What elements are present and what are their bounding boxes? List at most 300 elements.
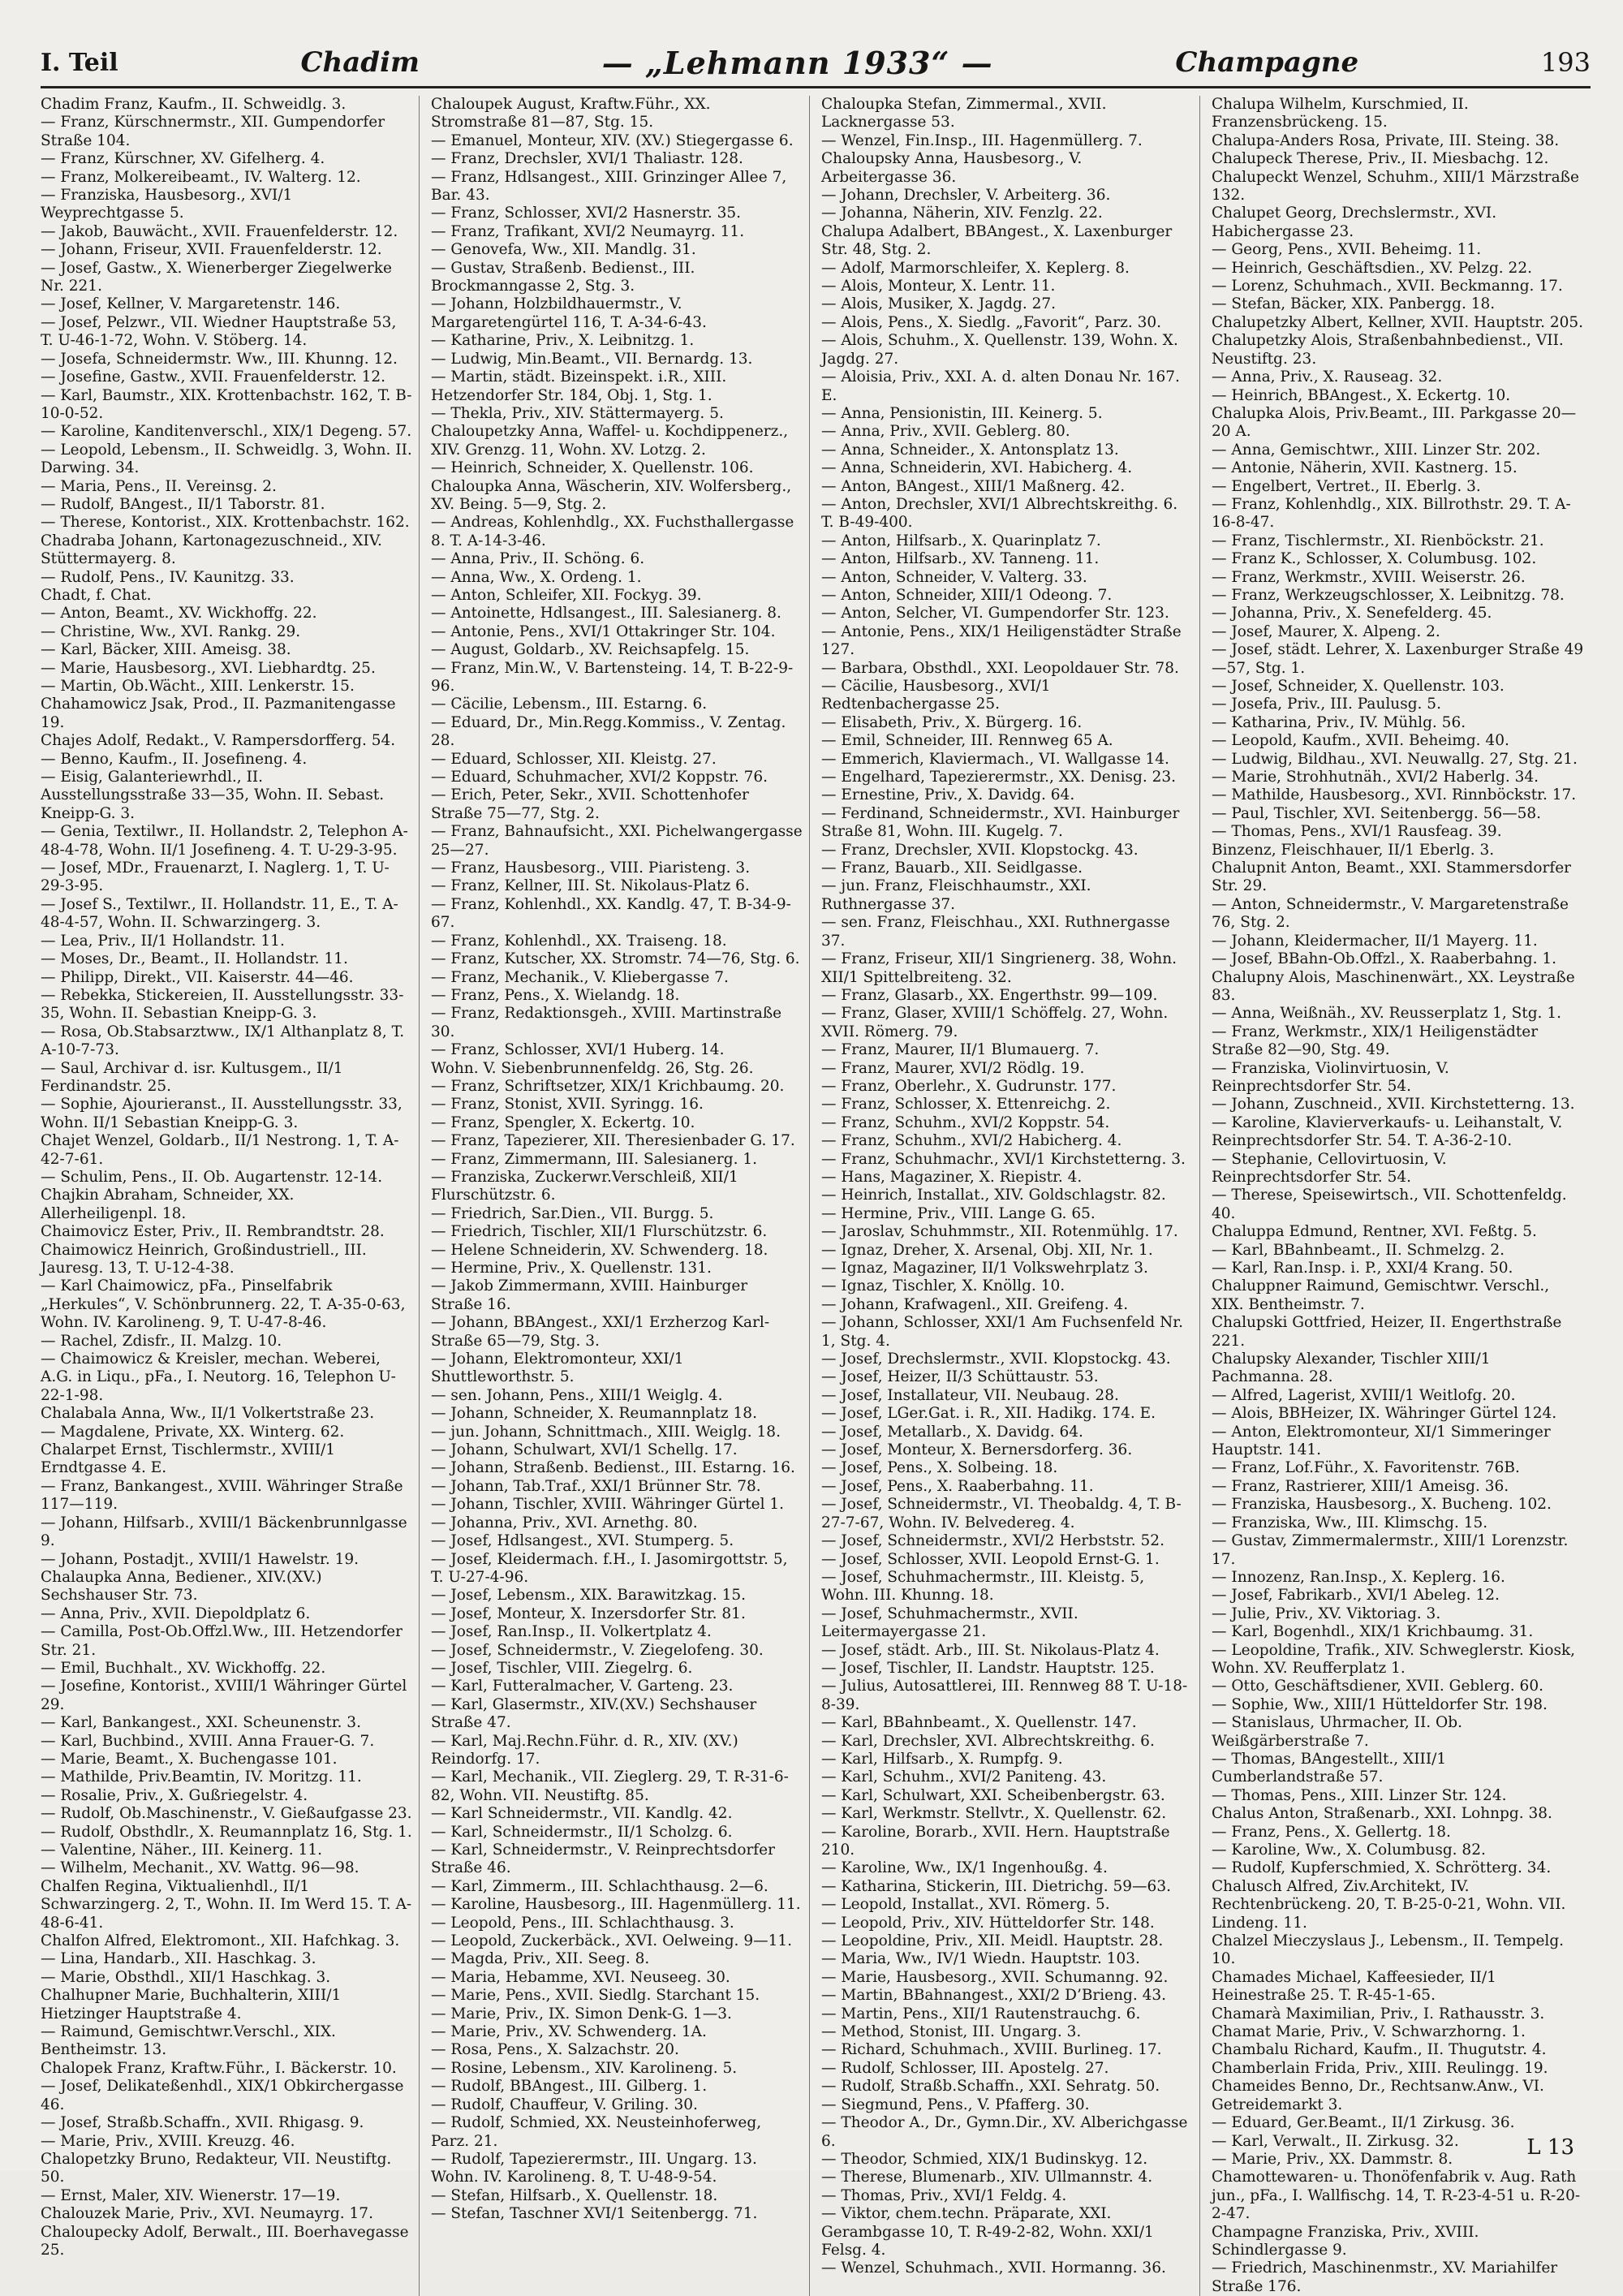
directory-entry: — Josef, Delikateßenhdl., XIX/1 Obkirchergasse 46. xyxy=(41,2078,404,2113)
directory-entry: — Chaimowicz & Kreisler, mechan. Weberei, A.G. in Liqu., pFa., I. Neutorg. 16, Telephon U-22-1-98. xyxy=(41,1350,396,1404)
directory-entry: — Franz, Glasarb., XX. Engerthstr. 99—109. xyxy=(821,986,1158,1004)
directory-entry: — Johann, Kleidermacher, II/1 Mayerg. 11. xyxy=(1212,932,1538,950)
directory-entry: — Josef, Schlosser, XVII. Leopold Ernst-G. 1. xyxy=(821,1550,1160,1568)
directory-entry: Chajes Adolf, Redakt., V. Rampersdorfferg. 54. xyxy=(41,732,396,750)
directory-entry: — Wenzel, Schuhmach., XVII. Hormanng. 36. xyxy=(821,2259,1166,2277)
directory-entry: — Valentine, Näher., III. Keinerg. 11. xyxy=(41,1842,322,1859)
directory-entry: — Johann, Schulwart, XVI/1 Schellg. 17. xyxy=(431,1441,738,1459)
directory-entry: — Maria, Ww., IV/1 Wiedn. Hauptstr. 103. xyxy=(821,1950,1140,1968)
directory-entry: — Franz, Kutscher, XX. Stromstr. 74—76, Stg. 6. xyxy=(431,950,800,968)
directory-entry: — Lina, Handarb., XII. Haschkag. 3. xyxy=(41,1950,316,1968)
directory-entry: — Rudolf, Schlosser, III. Apostelg. 27. xyxy=(821,2059,1109,2077)
directory-entry: — Franz, Kohlenhdl., XX. Kandlg. 47, T. B-34-9-67. xyxy=(431,895,791,932)
directory-entry: — Heinrich, BBAngest., X. Eckertg. 10. xyxy=(1212,386,1511,404)
column-1 xyxy=(41,96,420,2296)
directory-entry: Wohn. IV. Karolineng. 8, T. U-48-9-54. xyxy=(431,2169,717,2186)
directory-entry: — Therese, Speisewirtsch., VII. Schottenfeldg. 40. xyxy=(1212,1187,1567,1222)
directory-entry: — Friedrich, Sar.Dien., VII. Burgg. 5. xyxy=(431,1204,714,1222)
directory-entry: — Ernestine, Priv., X. Davidg. 64. xyxy=(821,786,1075,804)
directory-entry: Chamberlain Frida, Priv., XIII. Reulingg. 19. xyxy=(1212,2059,1548,2077)
directory-entry: — Josef, Installateur, VII. Neubaug. 28. xyxy=(821,1386,1119,1404)
directory-entry: — Franz, Molkereibeamt., IV. Walterg. 12. xyxy=(41,168,361,186)
directory-entry: — Alfred, Lagerist, XVIII/1 Weitlofg. 20. xyxy=(1212,1386,1516,1404)
directory-entry: Chalabala Anna, Ww., II/1 Volkertstraße 23. xyxy=(41,1405,375,1423)
directory-entry: — Anton, Hilfsarb., X. Quarinplatz 7. xyxy=(821,532,1101,549)
footer-mark: L 13 xyxy=(1526,2135,1574,2160)
directory-entry: — Franz, Werkmstr., XVIII. Weiserstr. 26. xyxy=(1212,568,1526,586)
directory-entry: Chadraba Johann, Kartonagezuschneid., XIV. Stüttermayerg. 8. xyxy=(41,532,382,568)
directory-entry: — Rosine, Lebensm., XIV. Karolineng. 5. xyxy=(431,2059,738,2077)
directory-entry: — Franz, Drechsler, XVII. Klopstockg. 43. xyxy=(821,841,1139,859)
directory-entry: — Philipp, Direkt., VII. Kaiserstr. 44—46. xyxy=(41,968,354,986)
directory-entry: — Anna, Schneiderin, XVI. Habicherg. 4. xyxy=(821,459,1133,477)
directory-entry: — Antoinette, Hdlsangest., III. Salesianerg. 8. xyxy=(431,605,781,622)
directory-entry: Chalupeck Therese, Priv., II. Miesbachg. 12. xyxy=(1212,150,1549,168)
page-header xyxy=(41,42,1591,83)
directory-entry: — Alois, Pens., X. Siedlg. „Favorit“, Parz. 30. xyxy=(821,313,1162,331)
directory-entry: — Franz, Glaser, XVIII/1 Schöffelg. 27, Wohn. XVII. Römerg. 79. xyxy=(821,1005,1169,1040)
directory-entry: — Johann, Hilfsarb., XVIII/1 Bäckenbrunnlgasse 9. xyxy=(41,1514,407,1550)
directory-entry: — Jakob, Bauwächt., XVII. Frauenfelderstr. 12. xyxy=(41,222,398,240)
directory-entry: — Franz, Maurer, XVI/2 Rödlg. 19. xyxy=(821,1059,1085,1077)
directory-entry: — Otto, Geschäftsdiener, XVII. Geblerg. 60. xyxy=(1212,1678,1543,1695)
directory-entry: Chadim Franz, Kaufm., II. Schweidlg. 3. xyxy=(41,96,347,113)
directory-entry: — Leopold, Zuckerbäck., XVI. Oelweing. 9—11. xyxy=(431,1932,793,1950)
directory-entry: — Alois, Schuhm., X. Quellenstr. 139, Wohn. X. Jagdg. 27. xyxy=(821,332,1178,368)
directory-entry: — Johann, BBAngest., XXI/1 Erzherzog Karl-Straße 65—79, Stg. 3. xyxy=(431,1314,770,1350)
directory-entry: — Therese, Kontorist., XIX. Krottenbachstr. 162. xyxy=(41,514,410,532)
directory-entry: — Benno, Kaufm., II. Josefineng. 4. xyxy=(41,750,308,768)
directory-entry: — Rudolf, Ob.Maschinenstr., V. Gießaufgasse 23. xyxy=(41,1805,412,1823)
directory-entry: — Eduard, Schuhmacher, XVI/2 Koppstr. 76. xyxy=(431,769,768,786)
directory-entry: — Franz, Bahnaufsicht., XXI. Pichelwangergasse 25—27. xyxy=(431,823,803,859)
directory-entry: Chaloupsky Anna, Hausbesorg., V. Arbeitergasse 36. xyxy=(821,150,1083,186)
directory-entry: — Rudolf, Chauffeur, V. Griling. 30. xyxy=(431,2096,698,2113)
directory-entry: Chameides Benno, Dr., Rechtsanw.Anw., VI. Getreidemarkt 3. xyxy=(1212,2078,1544,2113)
directory-entry: — Karl, Buchbind., XVIII. Anna Frauer-G. 7. xyxy=(41,1732,375,1750)
directory-entry: — Siegmund, Pens., V. Pfafferg. 30. xyxy=(821,2096,1090,2113)
directory-entry: — Leopold, Kaufm., XVII. Beheimg. 40. xyxy=(1212,732,1509,750)
directory-entry: — Rudolf, BAngest., II/1 Taborstr. 81. xyxy=(41,495,325,513)
directory-entry: — Marie, Priv., XVIII. Kreuzg. 46. xyxy=(41,2132,295,2150)
directory-entry: — Sophie, Ww., XIII/1 Hütteldorfer Str. 198. xyxy=(1212,1695,1548,1713)
directory-entry: — Emil, Buchhalt., XV. Wickhoffg. 22. xyxy=(41,1659,326,1677)
directory-entry: — Ludwig, Min.Beamt., VII. Bernardg. 13. xyxy=(431,350,753,368)
directory-entry: — Franziska, Zuckerwr.Verschleiß, XII/1 Flurschützstr. 6. xyxy=(431,1168,738,1204)
directory-entry: — Ignaz, Dreher, X. Arsenal, Obj. XII, Nr. 1. xyxy=(821,1241,1153,1259)
directory-entry: Chalupeckt Wenzel, Schuhm., XIII/1 Märzstraße 132. xyxy=(1212,168,1579,205)
directory-entry: Chamat Marie, Priv., V. Schwarzhorng. 1. xyxy=(1212,2023,1526,2041)
directory-entry: — Ludwig, Bildhau., XVI. Neuwallg. 27, Stg. 21. xyxy=(1212,750,1578,768)
directory-entry: — Josef, Monteur, X. Bernersdorferg. 36. xyxy=(821,1441,1133,1459)
directory-entry: — Alois, Musiker, X. Jagdg. 27. xyxy=(821,295,1057,313)
directory-entry: — Stefan, Hilfsarb., X. Quellenstr. 18. xyxy=(431,2186,718,2204)
directory-entry: — Theodor A., Dr., Gymn.Dir., XV. Alberichgasse 6. xyxy=(821,2114,1188,2150)
directory-entry: Chalupa Adalbert, BBAngest., X. Laxenburger Str. 48, Stg. 2. xyxy=(821,222,1173,259)
directory-entry: — Mathilde, Priv.Beamtin, IV. Moritzg. 11. xyxy=(41,1768,362,1786)
directory-entry: — Franz, Kellner, III. St. Nikolaus-Platz 6. xyxy=(431,877,750,895)
directory-entry: Chalarpet Ernst, Tischlermstr., XVIII/1 Erndtgasse 4. E. xyxy=(41,1441,336,1477)
directory-entry: — Johann, Drechsler, V. Arbeiterg. 36. xyxy=(821,187,1111,205)
directory-entry: — Johann, Tab.Traf., XXI/1 Brünner Str. 78. xyxy=(431,1477,761,1495)
directory-entry: — Engelbert, Vertret., II. Eberlg. 3. xyxy=(1212,477,1481,495)
directory-entry: — Franz, Bauarb., XII. Seidlgasse. xyxy=(821,859,1083,877)
directory-entry: — Lorenz, Schuhmach., XVII. Beckmanng. 17. xyxy=(1212,278,1563,295)
directory-entry: Chalupetzky Alois, Straßenbahnbedienst., VII. Neustiftg. 23. xyxy=(1212,332,1564,368)
directory-entry: — Elisabeth, Priv., X. Bürgerg. 16. xyxy=(821,713,1083,731)
directory-entry: — Johanna, Priv., X. Senefelderg. 45. xyxy=(1212,605,1492,622)
directory-entry: Chalopek Franz, Kraftw.Führ., I. Bäckerstr. 10. xyxy=(41,2059,397,2077)
directory-entry: Chamarà Maximilian, Priv., I. Rathausstr. 3. xyxy=(1212,2005,1545,2022)
directory-entry: — Leopold, Installat., XVI. Römerg. 5. xyxy=(821,1896,1110,1914)
directory-entry: — Rudolf, Kupferschmied, X. Schrötterg. 34. xyxy=(1212,1859,1552,1877)
directory-entry: — Franz, Friseur, XII/1 Singrienerg. 38, Wohn. XII/1 Spittelbreiteng. 32. xyxy=(821,950,1177,986)
directory-entry: — Jakob Zimmermann, XVIII. Hainburger Straße 16. xyxy=(431,1277,748,1313)
directory-entry: — Theodor, Schmied, XIX/1 Budinskyg. 12. xyxy=(821,2150,1148,2168)
directory-entry: — Leopold, Pens., III. Schlachthausg. 3. xyxy=(431,1914,734,1932)
page-number: 193 xyxy=(1540,47,1591,78)
directory-entry: — Alois, Monteur, X. Lentr. 11. xyxy=(821,278,1056,295)
directory-entry: — Karl, Bogenhdl., XIX/1 Krichbaumg. 31. xyxy=(1212,1623,1534,1641)
directory-entry: Chaloupka Stefan, Zimmermal., XVII. Lacknergasse 53. xyxy=(821,96,1107,131)
directory-entry: Chaluppa Edmund, Rentner, XVI. Feßtg. 5. xyxy=(1212,1223,1537,1241)
directory-entry: — Camilla, Post-Ob.Offzl.Ww., III. Hetzendorfer Str. 21. xyxy=(41,1623,403,1659)
directory-entry: — Franz, Hdlsangest., XIII. Grinzinger Allee 7, Bar. 43. xyxy=(431,168,787,205)
directory-entry: — Karl, Schneidermstr., II/1 Scholzg. 6. xyxy=(431,1823,733,1841)
directory-entry: — Anton, Schneidermstr., V. Margaretenstraße 76, Stg. 2. xyxy=(1212,895,1569,932)
directory-entry: — Anton, Selcher, VI. Gumpendorfer Str. 123. xyxy=(821,605,1169,622)
directory-entry: Chalus Anton, Straßenarb., XXI. Lohnpg. 38. xyxy=(1212,1805,1552,1823)
directory-entry: — Franz, Kohlenhdl., XX. Traiseng. 18. xyxy=(431,932,727,950)
directory-entry: — Josef, Heizer, II/3 Schüttaustr. 53. xyxy=(821,1368,1099,1386)
directory-entry: — Karl, Zimmerm., III. Schlachthausg. 2—6. xyxy=(431,1877,768,1895)
directory-entry: — Rudolf, Obsthdlr., X. Reumannplatz 16, Stg. 1. xyxy=(41,1823,412,1841)
directory-entry: Binzenz, Fleischhauer, II/1 Eberlg. 3. xyxy=(1212,841,1495,859)
directory-entry: Chalupski Gottfried, Heizer, II. Engerthstraße 221. xyxy=(1212,1314,1562,1350)
directory-entry: Chalupsky Alexander, Tischler XIII/1 Pachmanna. 28. xyxy=(1212,1350,1491,1386)
directory-entry: — Antonie, Pens., XVI/1 Ottakringer Str. 104. xyxy=(431,622,776,640)
directory-entry: — Karl, Maj.Rechn.Führ. d. R., XIV. (XV.) Reindorfg. 17. xyxy=(431,1732,738,1768)
directory-entry: — Franz, Tapezierer, XII. Theresienbader G. 17. xyxy=(431,1132,795,1150)
directory-entry: — Emanuel, Monteur, XIV. (XV.) Stiegergasse 6. xyxy=(431,131,794,149)
directory-entry: Chajet Wenzel, Goldarb., II/1 Nestrong. 1, T. A-42-7-61. xyxy=(41,1132,399,1168)
directory-entry: — Karl, Schuhm., XVI/2 Paniteng. 43. xyxy=(821,1768,1107,1786)
directory-entry: — Karl, BBahnbeamt., X. Quellenstr. 147. xyxy=(821,1714,1137,1732)
directory-entry: — Johann, Postadjt., XVIII/1 Hawelstr. 19. xyxy=(41,1550,359,1568)
directory-entry: Champagne Franziska, Priv., XVIII. Schindlergasse 9. xyxy=(1212,2223,1479,2259)
directory-entry: — Marie, Obsthdl., XII/1 Haschkag. 3. xyxy=(41,1968,331,1986)
directory-entry: Chaimovicz Ester, Priv., II. Rembrandtstr. 28. xyxy=(41,1223,385,1241)
section-label: I. Teil xyxy=(41,48,118,77)
directory-entry: — Karoline, Ww., IX/1 Ingenhoußg. 4. xyxy=(821,1859,1108,1877)
directory-entry: — Rudolf, Pens., IV. Kaunitzg. 33. xyxy=(41,568,295,586)
directory-entry: — Johann, Tischler, XVIII. Währinger Gürtel 1. xyxy=(431,1496,785,1514)
directory-entry: — Saul, Archivar d. isr. Kultusgem., II/1 Ferdinandstr. 25. xyxy=(41,1059,343,1095)
directory-entry: — Stefan, Taschner XVI/1 Seitenbergg. 71. xyxy=(431,2205,758,2223)
directory-entry: — Franz, Schuhm., XVI/2 Koppstr. 54. xyxy=(821,1114,1110,1131)
column-3 xyxy=(821,96,1200,2296)
directory-entry: — Heinrich, Geschäftsdien., XV. Pelzg. 22. xyxy=(1212,259,1532,277)
directory-entry: — Marie, Priv., IX. Simon Denk-G. 1—3. xyxy=(431,2005,732,2022)
directory-entry: — Friedrich, Maschinenmstr., XV. Mariahilfer Straße 176. xyxy=(1212,2259,1558,2295)
directory-entry: Chalfon Alfred, Elektromont., XII. Hafchkag. 3. xyxy=(41,1932,400,1950)
directory-entry: — Sophie, Ajourieranst., II. Ausstellungsstr. 33, Wohn. II/1 Sebastian Kneipp-G. 3. xyxy=(41,1096,403,1131)
directory-entry: Chaluppner Raimund, Gemischtwr. Verschl., XIX. Bentheimstr. 7. xyxy=(1212,1277,1550,1313)
directory-entry: — Marie, Hausbesorg., XVI. Liebhardtg. 25. xyxy=(41,659,376,677)
directory-entry: — Franz, Rastrierer, XIII/1 Ameisg. 36. xyxy=(1212,1477,1509,1495)
directory-entry: — Karoline, Kanditenverschl., XIX/1 Degeng. 57. xyxy=(41,423,412,441)
directory-entry: — Engelhard, Tapezierermstr., XX. Denisg. 23. xyxy=(821,769,1177,786)
directory-entry: — Martin, städt. Bizeinspekt. i.R., XIII. Hetzendorfer Str. 184, Obj. 1, Stg. 1. xyxy=(431,368,727,404)
directory-entry: Chalupnit Anton, Beamt., XXI. Stammersdorfer Str. 29. xyxy=(1212,859,1572,895)
directory-entry: — Josef, Tischler, II. Landstr. Hauptstr. 125. xyxy=(821,1659,1155,1677)
directory-entry: — Anna, Priv., XVII. Geblerg. 80. xyxy=(821,423,1070,441)
directory-entry: — Josef, Tischler, VIII. Ziegelrg. 6. xyxy=(431,1659,693,1677)
directory-entry: — Josef, städt. Lehrer, X. Laxenburger Straße 49—57, Stg. 1. xyxy=(1212,641,1584,677)
directory-entry: — Anna, Priv., II. Schöng. 6. xyxy=(431,550,645,568)
directory-entry: — Barbara, Obsthdl., XXI. Leopoldauer Str. 78. xyxy=(821,659,1179,677)
directory-entry: — Franz, Tischlermstr., XI. Rienböckstr. 21. xyxy=(1212,532,1544,549)
directory-entry: — Josef, MDr., Frauenarzt, I. Naglerg. 1, T. U-29-3-95. xyxy=(41,859,390,895)
directory-entry: — Franz, Stonist, XVII. Syringg. 16. xyxy=(431,1096,704,1114)
header-rule xyxy=(41,86,1591,88)
directory-entry: — Franz, Maurer, II/1 Blumauerg. 7. xyxy=(821,1041,1100,1059)
directory-entry: — Josef, Schneidermstr., V. Ziegelofeng. 30. xyxy=(431,1641,764,1659)
directory-entry: — Antonie, Pens., XIX/1 Heiligenstädter Straße 127. xyxy=(821,622,1182,659)
directory-entry: — Christine, Ww., XVI. Rankg. 29. xyxy=(41,622,301,640)
directory-entry: — Marie, Priv., XX. Dammstr. 8. xyxy=(1212,2150,1453,2168)
directory-entry: — Anton, Schleifer, XII. Fockyg. 39. xyxy=(431,586,702,604)
directory-entry: — Karl, Schneidermstr., V. Reinprechtsdorfer Straße 46. xyxy=(431,1842,775,1877)
directory-entry: — Karl, Glasermstr., XIV.(XV.) Sechshauser Straße 47. xyxy=(431,1695,757,1732)
directory-entry: — Anna, Weißnäh., XV. Reusserplatz 1, Stg. 1. xyxy=(1212,1005,1561,1023)
directory-entry: — Gustav, Zimmermalermstr., XIII/1 Lorenzstr. 17. xyxy=(1212,1532,1569,1568)
directory-entry: — Leopoldine, Trafik., XIV. Schweglerstr. Kiosk, Wohn. XV. Reufferplatz 1. xyxy=(1212,1641,1576,1677)
directory-entry: — Josefine, Gastw., XVII. Frauenfelderstr. 12. xyxy=(41,368,386,386)
directory-entry: — Karl, Futteralmacher, V. Garteng. 23. xyxy=(431,1678,734,1695)
directory-entry: — Josef, Schneidermstr., XVI/2 Herbststr. 52. xyxy=(821,1532,1165,1550)
directory-entry: — sen. Franz, Fleischhau., XXI. Ruthnergasse 37. xyxy=(821,914,1170,950)
directory-entry: Chalfen Regina, Viktualienhdl., II/1 Schwarzingerg. 2, T., Wohn. II. Im Werd 15. T. A-48-6-41. xyxy=(41,1877,412,1932)
directory-entry: Chalzel Mieczyslaus J., Lebensm., II. Tempelg. 10. xyxy=(1212,1932,1565,1968)
directory-entry: — Thomas, BAngestellt., XIII/1 Cumberlandstraße 57. xyxy=(1212,1750,1447,1786)
directory-entry: — Ernst, Maler, XIV. Wienerstr. 17—19. xyxy=(41,2186,341,2204)
directory-entry: — Josef, Straßb.Schaffn., XVII. Rhigasg. 9. xyxy=(41,2114,364,2132)
directory-entry: — Franz, Oberlehr., X. Gudrunstr. 177. xyxy=(821,1077,1117,1095)
column-2 xyxy=(431,96,810,2296)
page-title: — „Lehmann 1933“ — xyxy=(601,44,993,81)
directory-entry: Chalupa Wilhelm, Kurschmied, II. Franzensbrückeng. 15. xyxy=(1212,96,1469,131)
directory-entry: Chalopetzky Bruno, Redakteur, VII. Neustiftg. 50. xyxy=(41,2150,392,2186)
directory-entry: — Franz, Min.W., V. Bartensteing. 14, T. B-22-9-96. xyxy=(431,659,794,695)
directory-entry: Chaloupetzky Anna, Waffel- u. Kochdippenerz., XIV. Grenzg. 11, Wohn. XV. Lotzg. 2. xyxy=(431,423,789,459)
directory-entry: — Franz, Lof.Führ., X. Favoritenstr. 76B. xyxy=(1212,1459,1520,1477)
directory-entry: — Wenzel, Fin.Insp., III. Hagenmüllerg. 7. xyxy=(821,131,1143,149)
directory-entry: — Marie, Priv., XV. Schwenderg. 1A. xyxy=(431,2023,707,2041)
directory-entry: — Martin, Pens., XII/1 Rautenstrauchg. 6. xyxy=(821,2005,1141,2022)
directory-entry: — Rudolf, Tapezierermstr., III. Ungarg. 13. xyxy=(431,2150,757,2168)
directory-entry: — Johanna, Näherin, XIV. Fenzlg. 22. xyxy=(821,205,1103,222)
directory-entry: — Rudolf, Straßb.Schaffn., XXI. Sehratg. 50. xyxy=(821,2078,1160,2096)
directory-entry: — Franz, Drechsler, XVI/1 Thaliastr. 128. xyxy=(431,150,743,168)
directory-entry: — Josef, Gastw., X. Wienerberger Ziegelwerke Nr. 221. xyxy=(41,259,392,295)
directory-entry: Chaloupka Anna, Wäscherin, XIV. Wolfersberg., XV. Being. 5—9, Stg. 2. xyxy=(431,477,792,513)
directory-entry: — Alois, BBHeizer, IX. Währinger Gürtel 124. xyxy=(1212,1405,1557,1423)
directory-entry: — Franz, Schlosser, X. Ettenreichg. 2. xyxy=(821,1096,1111,1114)
directory-entry: — Mathilde, Hausbesorg., XVI. Rinnböckstr. 17. xyxy=(1212,786,1577,804)
directory-entry: — Marie, Pens., XVII. Siedlg. Starchant 15. xyxy=(431,1987,760,2005)
directory-entry: — Franziska, Violinvirtuosin, V. Reinprechtsdorfer Str. 54. xyxy=(1212,1059,1449,1095)
directory-entry: — Leopold, Lebensm., II. Schweidlg. 3, Wohn. II. Darwing. 34. xyxy=(41,441,412,477)
directory-entry: — Karoline, Ww., X. Columbusg. 82. xyxy=(1212,1842,1486,1859)
directory-entry: Chaloupecky Adolf, Berwalt., III. Boerhavegasse 25. xyxy=(41,2223,409,2259)
directory-entry: Chaimowicz Heinrich, Großindustriell., III. Jauresg. 13, T. U-12-4-38. xyxy=(41,1241,367,1277)
directory-entry: — Thomas, Pens., XVI/1 Rausfeag. 39. xyxy=(1212,823,1502,841)
directory-entry: — Stefan, Bäcker, XIX. Panbergg. 18. xyxy=(1212,295,1496,313)
directory-entry: — Josef, Pens., X. Solbeing. 18. xyxy=(821,1459,1058,1477)
directory-entry: — Heinrich, Schneider, X. Quellenstr. 106. xyxy=(431,459,754,477)
directory-entry: — Johann, Friseur, XVII. Frauenfelderstr. 12. xyxy=(41,241,382,259)
directory-entry: — Marie, Beamt., X. Buchengasse 101. xyxy=(41,1750,338,1768)
directory-entry: — Antonie, Näherin, XVII. Kastnerg. 15. xyxy=(1212,459,1518,477)
directory-entry: — Method, Stonist, III. Ungarg. 3. xyxy=(821,2023,1082,2041)
directory-entry: — Anna, Pensionistin, III. Keinerg. 5. xyxy=(821,404,1103,422)
directory-entry: — Johann, Elektromonteur, XXI/1 Shuttleworthstr. 5. xyxy=(431,1350,684,1386)
directory-entry: Chamottewaren- u. Thonöfenfabrik v. Aug. Rath jun., pFa., I. Wallfischg. 14, T. R-23-4-51 u. R-20-2-47. xyxy=(1212,2169,1581,2223)
directory-entry: — Therese, Blumenarb., XIV. Ullmannstr. 4. xyxy=(821,2169,1153,2186)
directory-entry: — Rosalie, Priv., X. Gußriegelstr. 4. xyxy=(41,1786,308,1804)
directory-entry: — Karl, BBahnbeamt., II. Schmelzg. 2. xyxy=(1212,1241,1505,1259)
directory-entry: — Josef, Schneider, X. Quellenstr. 103. xyxy=(1212,678,1505,695)
directory-entry: — Josef, Lebensm., XIX. Barawitzkag. 15. xyxy=(431,1587,747,1605)
directory-entry: — Josef, Pens., X. Raaberbahng. 11. xyxy=(821,1477,1094,1495)
directory-entry: — Josef, Fabrikarb., XVI/1 Abeleg. 12. xyxy=(1212,1587,1500,1605)
directory-entry: — Josef, Kleidermach. f.H., I. Jasomirgottstr. 5, T. U-27-4-96. xyxy=(431,1550,788,1586)
directory-entry: — Karl, Mechanik., VII. Zieglerg. 29, T. R-31-6-82, Wohn. VII. Neustiftg. 85. xyxy=(431,1768,789,1804)
directory-entry: — Schulim, Pens., II. Ob. Augartenstr. 12-14. xyxy=(41,1168,383,1186)
directory-entry: — Georg, Pens., XVII. Beheimg. 11. xyxy=(1212,241,1482,259)
directory-entry: — Franz, Zimmermann, III. Salesianerg. 1. xyxy=(431,1150,757,1168)
directory-entry: — Josef, Hdlsangest., XVI. Stumperg. 5. xyxy=(431,1532,734,1550)
directory-entry: — Karl Schneidermstr., VII. Kandlg. 42. xyxy=(431,1805,733,1823)
directory-entry: — Josef, BBahn-Ob.Offzl., X. Raaberbahng. 1. xyxy=(1212,950,1557,968)
directory-entry: — Franz, Kürschnermstr., XII. Gumpendorfer Straße 104. xyxy=(41,114,385,149)
directory-entry: — Friedrich, Tischler, XII/1 Flurschützstr. 6. xyxy=(431,1223,768,1241)
directory-entry: — Cäcilie, Hausbesorg., XVI/1 Redtenbachergasse 25. xyxy=(821,678,1051,713)
directory-entry: — Johann, Straßenb. Bedienst., III. Estarng. 16. xyxy=(431,1459,795,1477)
directory-entry: — Emil, Schneider, III. Rennweg 65 A. xyxy=(821,732,1113,750)
directory-entry: — Moses, Dr., Beamt., II. Hollandstr. 11. xyxy=(41,950,348,968)
column-4 xyxy=(1212,96,1591,2296)
directory-entry: — Karoline, Borarb., XVII. Hern. Hauptstraße 210. xyxy=(821,1823,1170,1859)
directory-entry: — Johann, Holzbildhauermstr., V. Margaretengürtel 116, T. A-34-6-43. xyxy=(431,295,707,331)
directory-entry: — Anna, Ww., X. Ordeng. 1. xyxy=(431,568,642,586)
directory-entry: — Josef, städt. Arb., III. St. Nikolaus-Platz 4. xyxy=(821,1641,1160,1659)
directory-entry: — Paul, Tischler, XVI. Seitenbergg. 56—58. xyxy=(1212,804,1542,822)
directory-entry: — Karoline, Klavierverkaufs- u. Leihanstalt, V. Reinprechtsdorfer Str. 54. T. A-36-2-10. xyxy=(1212,1114,1563,1150)
directory-entry: — Johann, Schlosser, XXI/1 Am Fuchsenfeld Nr. 1, Stg. 4. xyxy=(821,1314,1183,1350)
directory-entry: Chadt, f. Chat. xyxy=(41,586,152,604)
directory-entry: — Franz, Hausbesorg., VIII. Piaristeng. 3. xyxy=(431,859,751,877)
directory-entry: — Franz, Schlosser, XVI/2 Hasnerstr. 35. xyxy=(431,205,742,222)
directory-entry: — Ignaz, Tischler, X. Knöllg. 10. xyxy=(821,1277,1065,1295)
directory-entry: — Stephanie, Cellovirtuosin, V. Reinprechtsdorfer Str. 54. xyxy=(1212,1150,1447,1186)
directory-entry: — Josef, Schuhmachermstr., XVII. Leitermayergasse 21. xyxy=(821,1605,1078,1641)
directory-entry: — jun. Johann, Schnittmach., XIII. Weiglg. 18. xyxy=(431,1423,781,1441)
directory-entry: — Richard, Schuhmach., XVIII. Burlineg. 17. xyxy=(821,2041,1162,2059)
directory-entry: — Franz, Mechanik., V. Kliebergasse 7. xyxy=(431,968,729,986)
directory-entry: Chalupa-Anders Rosa, Private, III. Steing. 38. xyxy=(1212,131,1560,149)
directory-entry: — Franz, Spengler, X. Eckertg. 10. xyxy=(431,1114,695,1131)
directory-entry: — Karl, Werkmstr. Stellvtr., X. Quellenstr. 62. xyxy=(821,1805,1167,1823)
directory-entry: — Gustav, Straßenb. Bedienst., III. Brockmanngasse 2, Stg. 3. xyxy=(431,259,695,295)
directory-entry: — Raimund, Gemischtwr.Verschl., XIX. Bentheimstr. 13. xyxy=(41,2023,336,2059)
directory-entry: — Anna, Priv., X. Rauseag. 32. xyxy=(1212,368,1443,386)
directory-entry: Chalupetzky Albert, Kellner, XVII. Hauptstr. 205. xyxy=(1212,313,1584,331)
directory-entry: — Franziska, Ww., III. Klimschg. 15. xyxy=(1212,1514,1488,1531)
directory-entry: — Karl Chaimowicz, pFa., Pinselfabrik „Herkules“, V. Schönbrunnerg. 22, T. A-35-0-63, Wohn. IV. Karolineng. 9, T. U-47-8-46. xyxy=(41,1277,406,1332)
directory-entry: — Heinrich, Installat., XIV. Goldschlagstr. 82. xyxy=(821,1187,1166,1204)
directory-entry: Chalhupner Marie, Buchhalterin, XIII/1 Hietzinger Hauptstraße 4. xyxy=(41,1987,342,2022)
directory-entry: — Josefa, Schneidermstr. Ww., III. Khunng. 12. xyxy=(41,350,398,368)
directory-entry: — Josef, Kellner, V. Margaretenstr. 146. xyxy=(41,295,341,313)
directory-entry: — Rudolf, Schmied, XX. Neusteinhoferweg, Parz. 21. xyxy=(431,2114,762,2150)
directory-entry: — Eisig, Galanteriewrhdl., II. Ausstellungsstraße 33—35, Wohn. II. Sebast. Kneipp-G. 3. xyxy=(41,769,385,822)
directory-entry: — Johanna, Priv., XVI. Arnethg. 80. xyxy=(431,1514,698,1531)
directory-entry: — Anton, Elektromonteur, XI/1 Simmeringer Hauptstr. 141. xyxy=(1212,1423,1551,1459)
directory-entry: — Eduard, Schlosser, XII. Kleistg. 27. xyxy=(431,750,717,768)
directory-entry: — Katharine, Priv., X. Leibnitzg. 1. xyxy=(431,332,695,350)
directory-entry: — Franz, Pens., X. Wielandg. 18. xyxy=(431,986,680,1004)
directory-entry: — Josef, Schuhmachermstr., III. Kleistg. 5, Wohn. III. Khunng. 18. xyxy=(821,1568,1145,1605)
right-keyword: Champagne xyxy=(1175,46,1359,79)
directory-entry: — Eduard, Ger.Beamt., II/1 Zirkusg. 36. xyxy=(1212,2114,1515,2132)
directory-entry: — Josef S., Textilwr., II. Hollandstr. 11, E., T. A-48-4-57, Wohn. II. Schwarzingerg. 3. xyxy=(41,895,398,932)
directory-entry: — Eduard, Dr., Min.Regg.Kommiss., V. Zentag. 28. xyxy=(431,713,786,750)
directory-entry: Chalupet Georg, Drechslermstr., XVI. Habichergasse 23. xyxy=(1212,205,1497,240)
directory-entry: — Marie, Hausbesorg., XVII. Schumanng. 92. xyxy=(821,1968,1169,1986)
directory-entry: — Magdalene, Private, XX. Winterg. 62. xyxy=(41,1423,345,1441)
directory-entry: — Cäcilie, Lebensm., III. Estarng. 6. xyxy=(431,696,708,713)
directory-entry: — Franz, Werkmstr., XIX/1 Heiligenstädter Straße 82—90, Stg. 49. xyxy=(1212,1023,1539,1059)
directory-entry: — Josef, Metallarb., X. Davidg. 64. xyxy=(821,1423,1083,1441)
directory-entry: — Jaroslav, Schuhmmstr., XII. Rotenmühlg. 17. xyxy=(821,1223,1178,1241)
directory-entry: — Karl, Baumstr., XIX. Krottenbachstr. 162, T. B-10-0-52. xyxy=(41,386,412,422)
directory-entry: — Anton, Schneider, V. Valterg. 33. xyxy=(821,568,1087,586)
directory-entry: — Franziska, Hausbesorg., XVI/1 Weyprechtgasse 5. xyxy=(41,187,293,222)
directory-entry: — Franz, Schuhm., XVI/2 Habicherg. 4. xyxy=(821,1132,1122,1150)
directory-entry: — Genia, Textilwr., II. Hollandstr. 2, Telephon A-48-4-78, Wohn. II/1 Josefineng. 4. T. U-29-3-95. xyxy=(41,823,408,859)
directory-entry: — Julius, Autosattlerei, III. Rennweg 88 T. U-18-8-39. xyxy=(821,1678,1188,1713)
directory-entry: — Hermine, Priv., VIII. Lange G. 65. xyxy=(821,1204,1096,1222)
directory-entry: — Anton, Schneider, XIII/1 Odeong. 7. xyxy=(821,586,1113,604)
directory-entry: — Leopold, Priv., XIV. Hütteldorfer Str. 148. xyxy=(821,1914,1155,1932)
directory-entry: — Anton, Beamt., XV. Wickhoffg. 22. xyxy=(41,605,317,622)
directory-entry: — Josef, Drechslermstr., XVII. Klopstockg. 43. xyxy=(821,1350,1171,1368)
directory-entry: — Thomas, Priv., XVI/1 Feldg. 4. xyxy=(821,2186,1067,2204)
directory-entry: — Franz, Pens., X. Gellertg. 18. xyxy=(1212,1823,1451,1841)
directory-entry: — Ignaz, Magaziner, II/1 Volkswehrplatz 3. xyxy=(821,1260,1148,1277)
directory-entry: — Anna, Priv., XVII. Diepoldplatz 6. xyxy=(41,1605,311,1622)
directory-entry: Chaloupek August, Kraftw.Führ., XX. Stromstraße 81—87, Stg. 15. xyxy=(431,96,711,131)
directory-entry: — Johann, Krafwagenl., XII. Greifeng. 4. xyxy=(821,1295,1129,1313)
left-keyword: Chadim xyxy=(300,46,420,79)
directory-entry: — Josef, Maurer, X. Alpeng. 2. xyxy=(1212,622,1440,640)
directory-entry: — Helene Schneiderin, XV. Schwenderg. 18. xyxy=(431,1241,768,1259)
directory-entry: — Marie, Strohhutnäh., XVI/2 Haberlg. 34. xyxy=(1212,769,1539,786)
directory-entry: Chalusch Alfred, Ziv.Architekt, IV. Rechtenbrückeng. 20, T. B-25-0-21, Wohn. VII. Lindeng. 11. xyxy=(1212,1877,1566,1932)
directory-entry: Chajkin Abraham, Schneider, XX. Allerheiligenpl. 18. xyxy=(41,1187,295,1222)
